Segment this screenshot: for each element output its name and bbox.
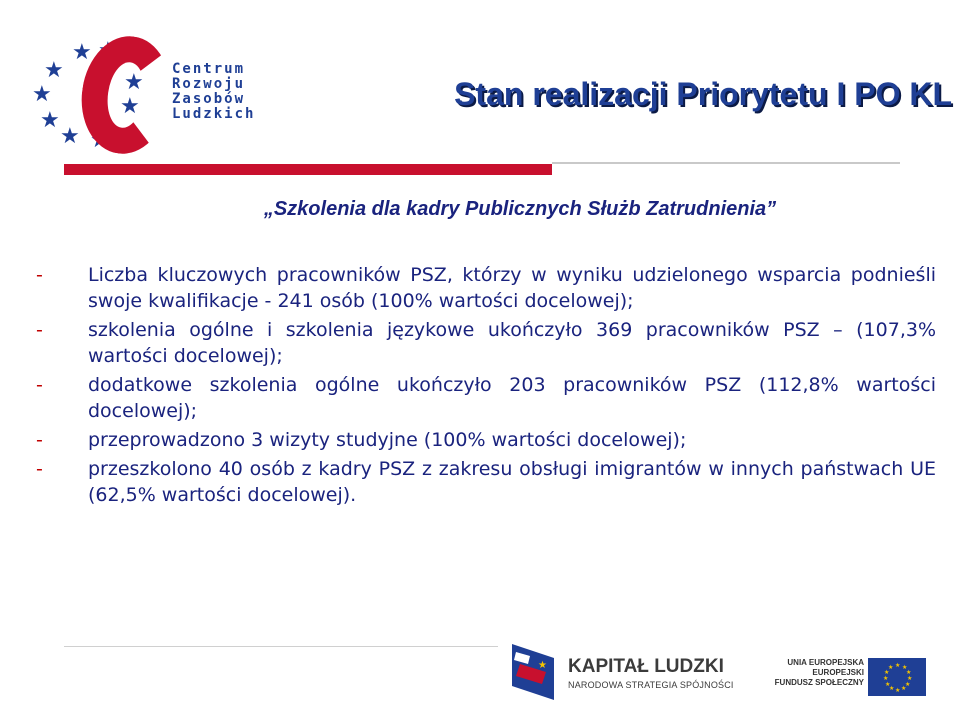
star-icon: ★ <box>72 40 92 65</box>
bullet-dash: - <box>36 429 43 451</box>
bullet-dash: - <box>36 458 43 480</box>
list-item-text: Liczba kluczowych pracowników PSZ, którzy w wyniku udzielonego wsparcia podnieśli swoje kwalifikacje - 241 osób (100% wartości docelowej); <box>88 264 936 312</box>
bullet-dash: - <box>36 264 43 286</box>
list-item-text: dodatkowe szkolenia ogólne ukończyło 203 pracowników PSZ (112,8% wartości docelowej); <box>88 374 936 422</box>
star-icon: ★ <box>98 38 118 63</box>
svg-text:★: ★ <box>538 660 547 671</box>
svg-text:★: ★ <box>895 687 901 694</box>
svg-text:★: ★ <box>901 685 907 692</box>
svg-text:★: ★ <box>906 669 912 676</box>
svg-text:★: ★ <box>895 662 901 669</box>
svg-text:★: ★ <box>907 675 913 682</box>
bullet-dash: - <box>36 319 43 341</box>
svg-text:★: ★ <box>888 664 894 671</box>
star-icon: ★ <box>40 108 60 133</box>
eu-flag-icon <box>868 658 926 696</box>
list-item <box>36 427 936 453</box>
list-item <box>36 317 936 369</box>
star-icon: ★ <box>120 94 140 119</box>
section-subtitle: „Szkolenia dla kadry Publicznych Służb Zatrudnienia” <box>263 198 777 220</box>
list-item-text: przeprowadzono 3 wizyty studyjne (100% wartości docelowej); <box>88 429 687 451</box>
bullet-list <box>36 262 936 511</box>
kapital-ludzki-subtitle: NARODOWA STRATEGIA SPÓJNOŚCI <box>568 680 734 690</box>
crzl-logo <box>24 22 288 160</box>
svg-text:★: ★ <box>902 664 908 671</box>
title-divider <box>552 162 900 164</box>
svg-text:★: ★ <box>885 681 891 688</box>
svg-text:★: ★ <box>889 685 895 692</box>
svg-text:★: ★ <box>884 669 890 676</box>
svg-text:★: ★ <box>905 681 911 688</box>
footer-divider <box>64 646 498 647</box>
star-icon: ★ <box>124 70 144 95</box>
star-icon: ★ <box>32 82 52 107</box>
page-title: Stan realizacji Priorytetu I PO KL <box>454 76 952 112</box>
star-icon: ★ <box>44 58 64 83</box>
svg-text:★: ★ <box>883 675 889 682</box>
list-item-text: szkolenia ogólne i szkolenia językowe ukończyło 369 pracowników PSZ – (107,3% wartości docelowej); <box>88 319 936 367</box>
list-item-text: przeszkolono 40 osób z kadry PSZ z zakresu obsługi imigrantów w innych państwach UE (62,5% wartości docelowej). <box>88 458 936 506</box>
bullet-dash: - <box>36 374 43 396</box>
kapital-ludzki-logo-icon <box>512 644 554 700</box>
eu-text: UNIA EUROPEJSKA EUROPEJSKI FUNDUSZ SPOŁECZNY <box>774 658 864 687</box>
kapital-ludzki-title: KAPITAŁ LUDZKI <box>568 656 724 677</box>
star-icon: ★ <box>90 128 110 153</box>
list-item <box>36 262 936 314</box>
star-icon: ★ <box>60 124 80 149</box>
title-red-bar <box>64 164 552 175</box>
footer-logos <box>498 630 960 719</box>
list-item <box>36 372 936 424</box>
crzl-logo-text: Centrum Rozwoju Zasobów Ludzkich <box>172 61 256 122</box>
list-item <box>36 456 936 508</box>
